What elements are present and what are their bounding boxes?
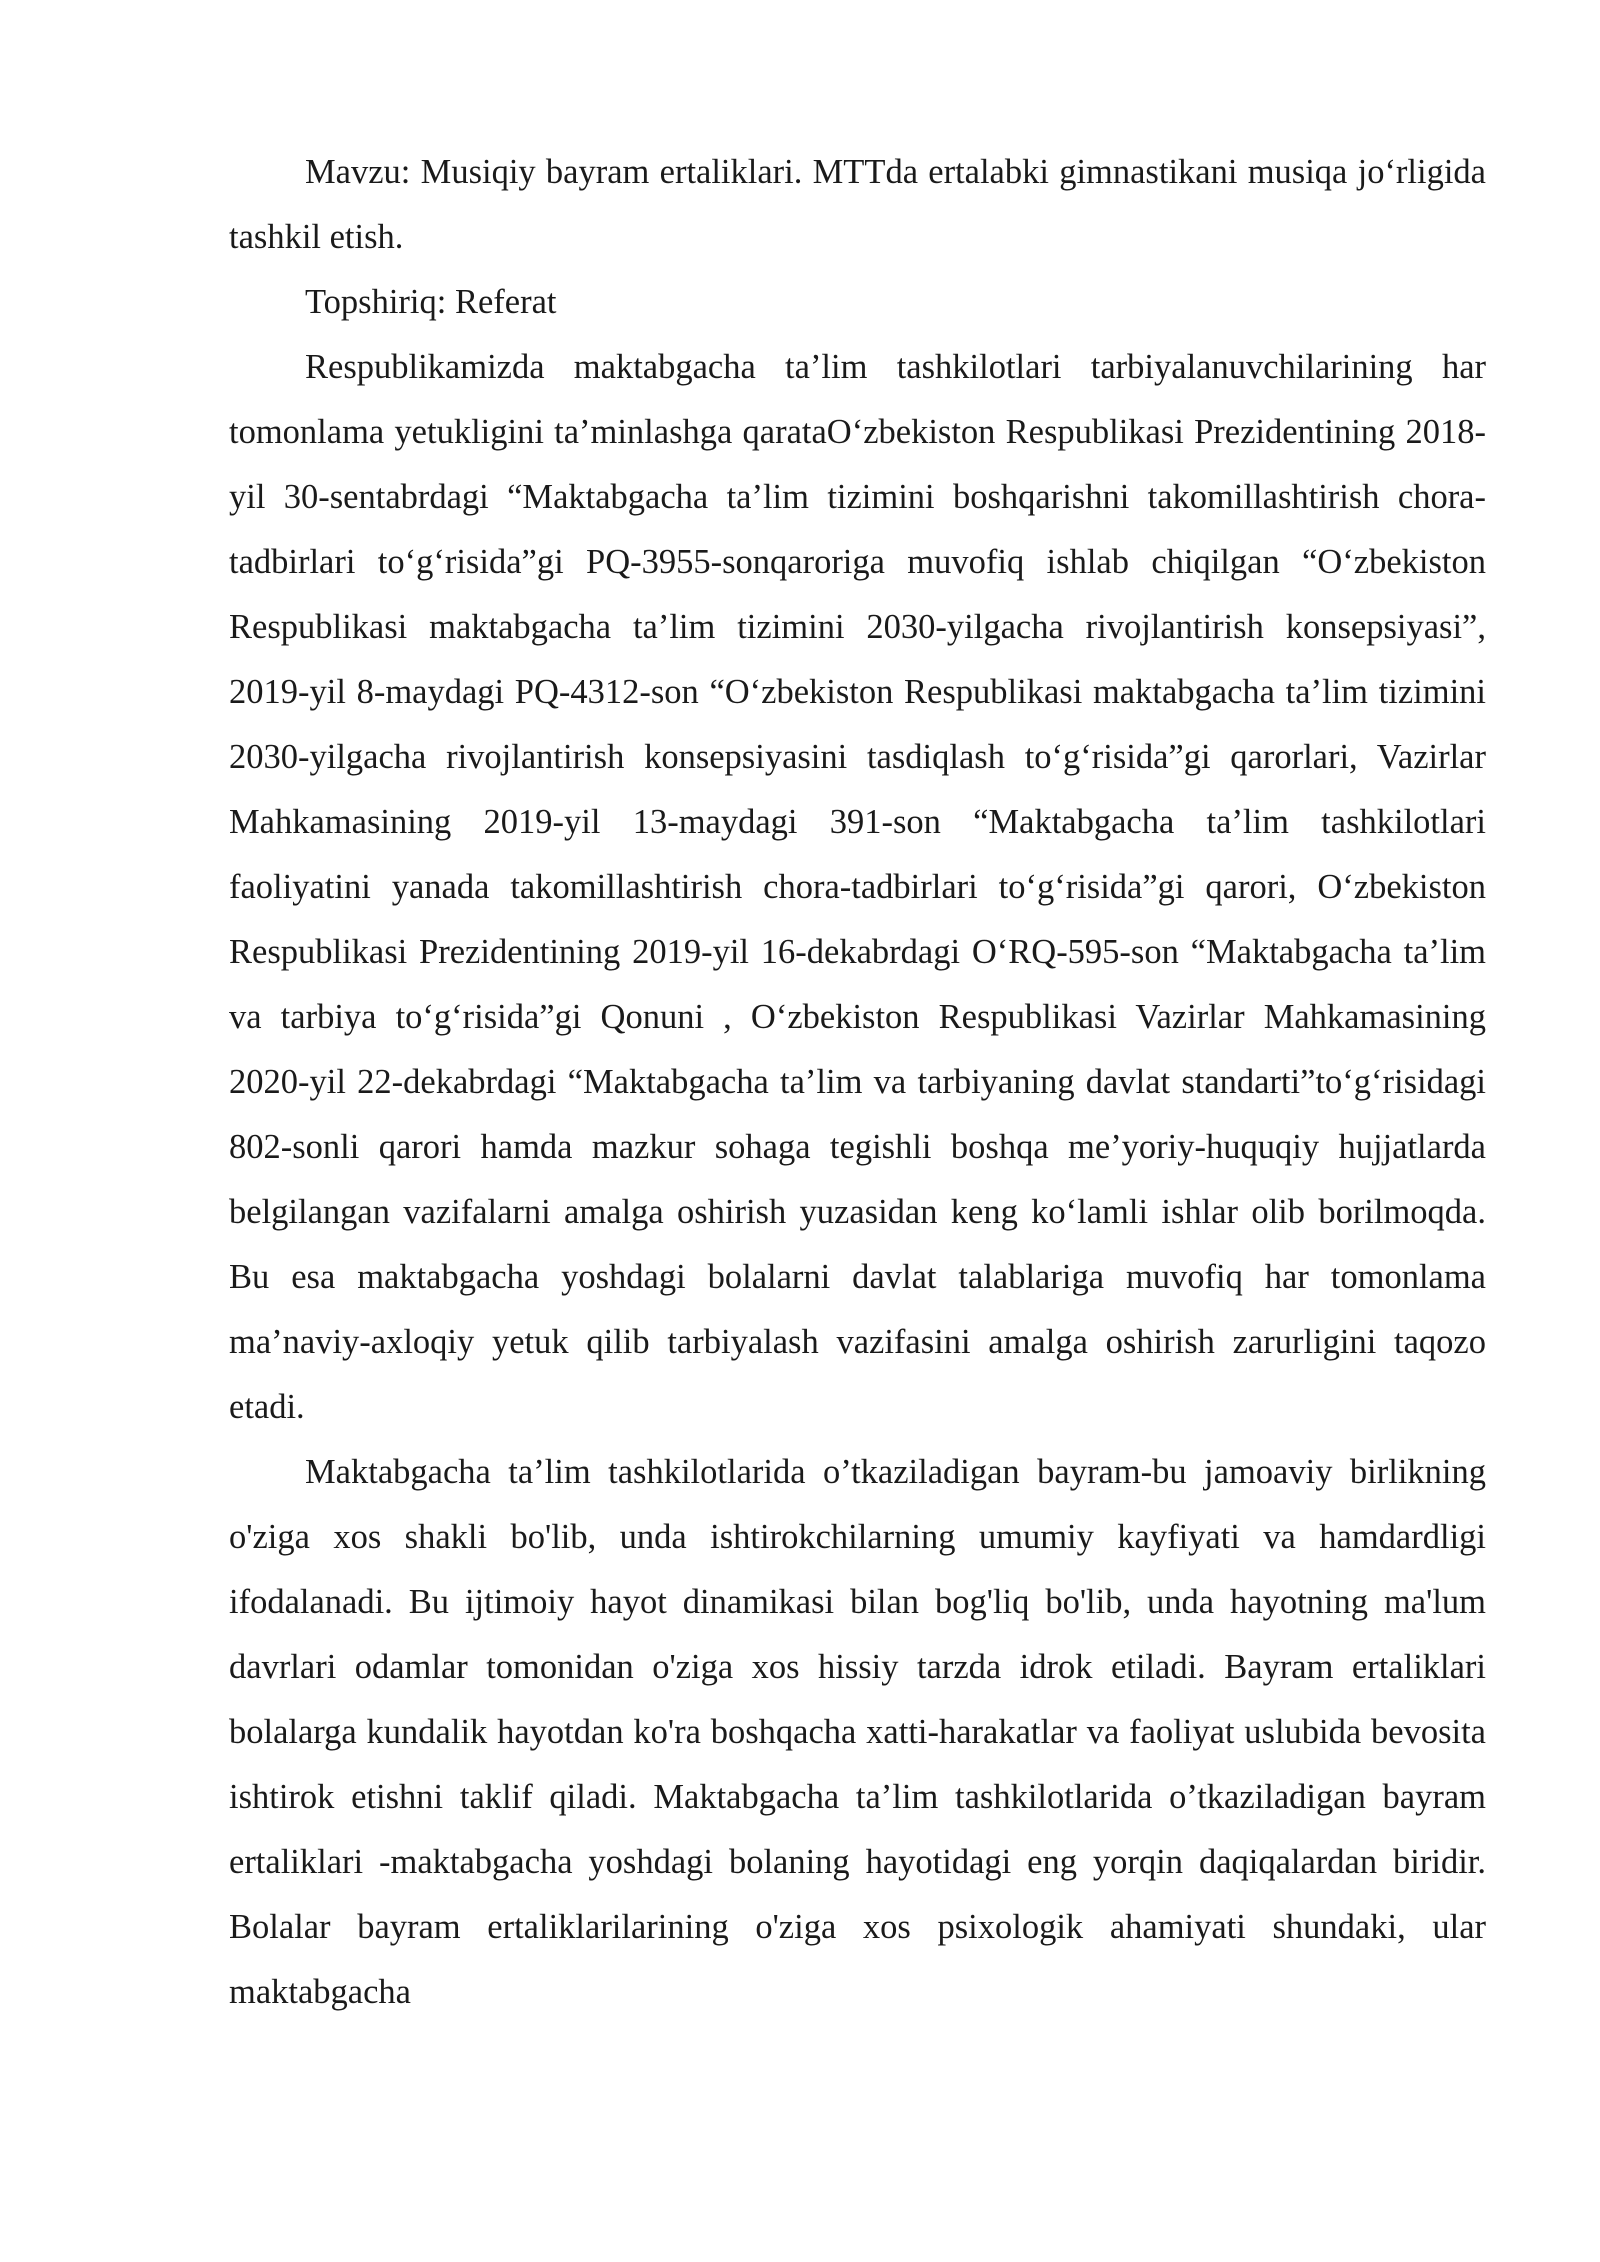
topic-paragraph: Mavzu: Musiqiy bayram ertaliklari. MTTda ertalabki gimnastikani musiqa jo‘rligida tashkil etish. bbox=[229, 153, 1486, 256]
document-body bbox=[229, 140, 1486, 2025]
task-paragraph: Topshiriq: Referat bbox=[305, 283, 557, 321]
body-paragraph-1: Respublikamizda maktabgacha ta’lim tashkilotlari tarbiyalanuvchilarining har tomonlama yetukligini ta’minlashga qarataO‘zbekiston Respublikasi Prezidentining 2018-yil 30-sentabrdagi “Maktabgacha ta’lim tizimini boshqarishni takomillashtirish chora-tadbirlari to‘g‘risida”gi PQ-3955-sonqaroriga muvofiq ishlab chiqilgan “O‘zbekiston Respublikasi maktabgacha ta’lim tizimini 2030-yilgacha rivojlantirish konsepsiyasi”, 2019-yil 8-maydagi PQ-4312-son “O‘zbekiston Respublikasi maktabgacha ta’lim tizimini 2030-yilgacha rivojlantirish konsepsiyasini tasdiqlash to‘g‘risida”gi qarorlari, Vazirlar Mahkamasining 2019-yil 13-maydagi 391-son “Maktabgacha ta’lim tashkilotlari faoliyatini yanada takomillashtirish chora-tadbirlari to‘g‘risida”gi qarori, O‘zbekiston Respublikasi Prezidentining 2019-yil 16-dekabrdagi O‘RQ-595-son “Maktabgacha ta’lim va tarbiya to‘g‘risida”gi Qonuni , O‘zbekiston Respublikasi Vazirlar Mahkamasining 2020-yil 22-dekabrdagi “Maktabgacha ta’lim va tarbiyaning davlat standarti”to‘g‘risidagi 802-sonli qarori hamda mazkur sohaga tegishli boshqa me’yoriy-huquqiy hujjatlarda belgilangan vazifalarni amalga oshirish yuzasidan keng ko‘lamli ishlar olib borilmoqda. Bu esa maktabgacha yoshdagi bolalarni davlat talablariga muvofiq har tomonlama ma’naviy-axloqiy yetuk qilib tarbiyalash vazifasini amalga oshirish zarurligini taqozo etadi. bbox=[229, 348, 1486, 1426]
body-paragraph-2: Maktabgacha ta’lim tashkilotlarida o’tkaziladigan bayram-bu jamoaviy birlikning o'ziga xos shakli bo'lib, unda ishtirokchilarning umumiy kayfiyati va hamdardligi ifodalanadi. Bu ijtimoiy hayot dinamikasi bilan bog'liq bo'lib, unda hayotning ma'lum davrlari odamlar tomonidan o'ziga xos hissiy tarzda idrok etiladi. Bayram ertaliklari bolalarga kundalik hayotdan ko'ra boshqacha xatti-harakatlar va faoliyat uslubida bevosita ishtirok etishni taklif qiladi. Maktabgacha ta’lim tashkilotlarida o’tkaziladigan bayram ertaliklari -maktabgacha yoshdagi bolaning hayotidagi eng yorqin daqiqalardan biridir. Bolalar bayram ertaliklarilarining o'ziga xos psixologik ahamiyati shundaki, ular maktabgacha bbox=[229, 1453, 1486, 2011]
